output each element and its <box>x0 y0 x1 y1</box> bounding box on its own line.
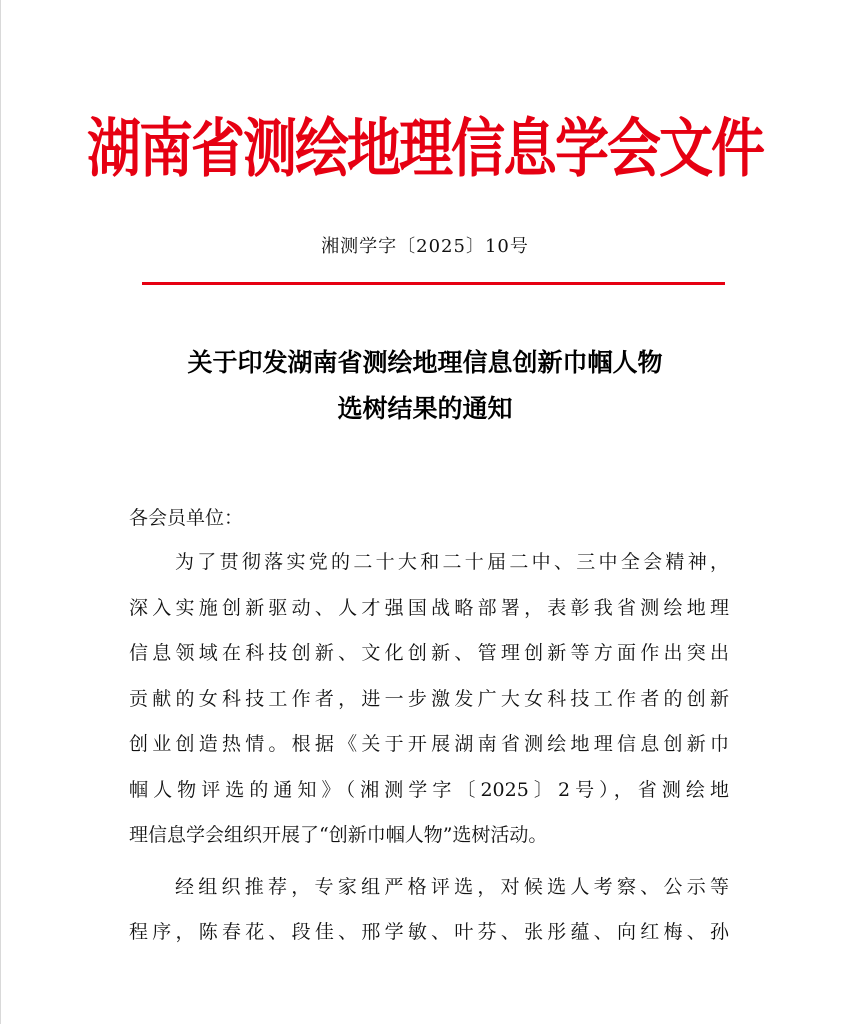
paragraph-line: 理信息学会组织开展了“创新巾帼人物”选树活动。 <box>129 824 548 846</box>
notice-body <box>129 496 729 956</box>
paragraph-line: 程序，陈春花、段佳、邢学敏、叶芬、张彤蕴、向红梅、孙 <box>129 921 729 943</box>
paragraph-line: 深入实施创新驱动、人才强国战略部署，表彰我省测绘地理 <box>129 596 729 619</box>
paragraph-line: 经组织推荐，专家组严格评选，对候选人考察、公示等 <box>175 875 729 898</box>
paragraph-1 <box>129 540 729 859</box>
paragraph-line: 信息领域在科技创新、文化创新、管理创新等方面作出突出 <box>129 642 729 664</box>
salutation: 各会员单位： <box>129 507 244 529</box>
masthead-title: 湖南省测绘地理信息学会文件 <box>87 111 763 186</box>
paragraph-line: 帼人物评选的通知》（湘测学字〔2025〕2号），省测绘地 <box>129 778 729 801</box>
paragraph-line: 贡献的女科技工作者，进一步激发广大女科技工作者的创新 <box>129 687 729 710</box>
paragraph-line: 为了贯彻落实党的二十大和二十届二中、三中全会精神， <box>175 551 729 573</box>
paragraph-line: 创业创造热情。根据《关于开展湖南省测绘地理信息创新巾 <box>129 733 729 755</box>
red-separator-line <box>142 282 725 285</box>
notice-title <box>1 340 848 432</box>
document-number: 湘测学字〔2025〕10号 <box>321 236 529 257</box>
notice-title-line-1: 关于印发湖南省测绘地理信息创新巾帼人物 <box>187 348 663 377</box>
notice-title-line-2: 选树结果的通知 <box>337 394 513 423</box>
paragraph-2 <box>129 865 729 956</box>
